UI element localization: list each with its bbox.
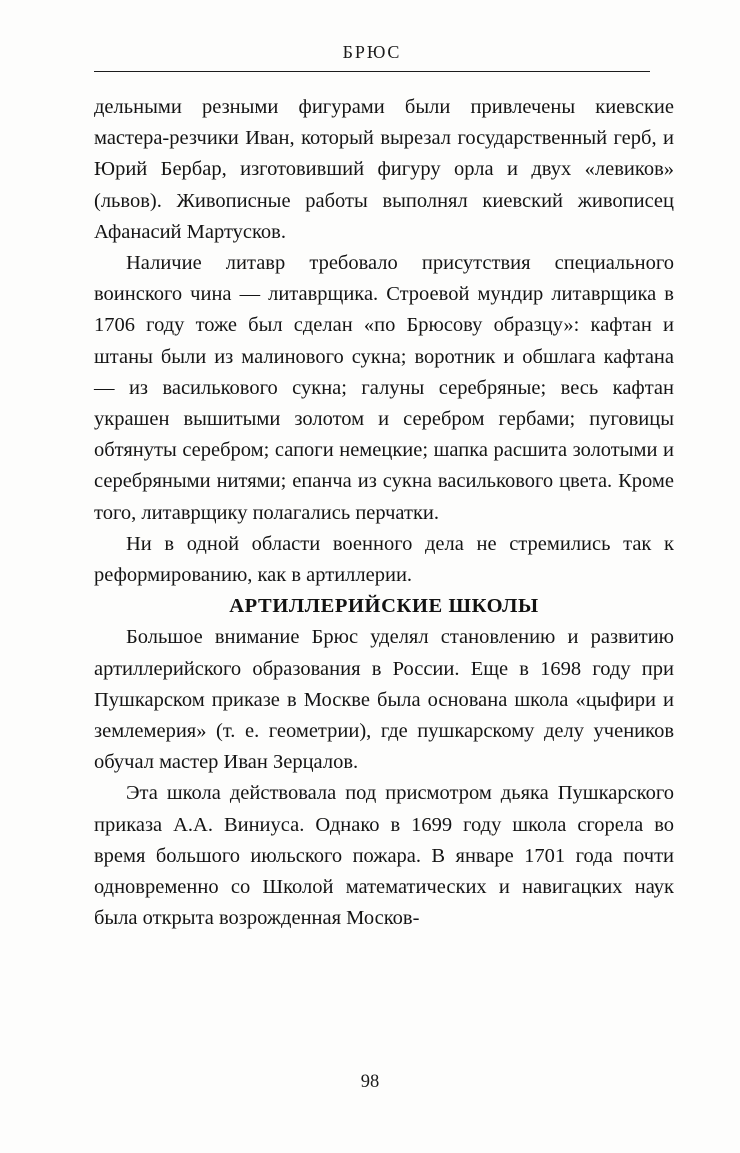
header-rule bbox=[94, 71, 650, 72]
paragraph: Ни в одной области военного дела не стремились так к реформированию, как в артиллерии. bbox=[94, 532, 674, 587]
text-block bbox=[94, 92, 674, 934]
paragraph: Наличие литавр требовало присутствия специального воинского чина — литаврщика. Строевой мундир литаврщика в 1706 году тоже был сделан «по Брюсову образцу»: кафтан и штаны были из малинового сукна; воротник и обшлага кафтана — из василькового сукна; галуны серебряные; весь кафтан украшен вышитыми золотом и серебром гербами; пуговицы обтянуты серебром; сапоги немецкие; шапка расшита золотыми и серебряными нитями; епанча из сукна василькового цвета. Кроме того, литаврщику полагались перчатки. bbox=[94, 252, 674, 524]
running-head: БРЮС bbox=[342, 42, 402, 62]
page-number: 98 bbox=[360, 1072, 380, 1092]
chapter-heading: АРТИЛЛЕРИЙСКИЕ ШКОЛЫ bbox=[229, 595, 539, 618]
paragraph: Эта школа действовала под присмотром дьяка Пушкарского приказа А.А. Виниуса. Однако в 1699 году школа сгорела во время большого июльского пожара. В январе 1701 года почти одновременно со Школой математических и навигацких наук была открыта возрожденная Москов- bbox=[94, 782, 674, 930]
paragraph: дельными резными фигурами были привлечены киевские мастера-резчики Иван, который вырезал государственный герб, и Юрий Бербар, изготовивший фигуру орла и двух «левиков» (львов). Живописные работы выполнял киевский живописец Афанасий Мартусков. bbox=[94, 96, 674, 243]
paragraph: Большое внимание Брюс уделял становлению и развитию артиллерийского образования в России. Еще в 1698 году при Пушкарском приказе в Москве была основана школа «цыфири и землемерия» (т. е. геометрии), где пушкарскому делу учеников обучал мастер Иван Зерцалов. bbox=[94, 626, 674, 774]
